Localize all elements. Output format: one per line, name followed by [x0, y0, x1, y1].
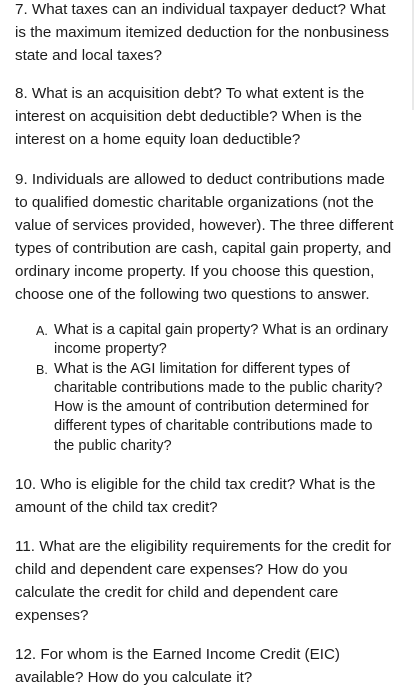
question-12: 12. For whom is the Earned Income Credit (EIC) available? How do you calculate it?	[15, 646, 340, 686]
question-8: 8. What is an acquisition debt? To what extent is the interest on acquisition debt deductible? When is the interest on a home equity loan deductible?	[15, 85, 365, 148]
question-9: 9. Individuals are allowed to deduct contributions made to qualified domestic charitable organizations (not the value of services provided, however). The three different types of contribution are cash, capital gain property, and ordinary income property. If you choose this question, choose one of the following two questions to answer.	[15, 171, 394, 303]
question-9-option-a	[0, 321, 414, 360]
option-text: What is a capital gain property? What is an ordinary income property?	[54, 322, 389, 358]
question-7: 7. What taxes can an individual taxpayer deduct? What is the maximum itemized deduction for the nonbusiness state and local taxes?	[15, 1, 389, 64]
question-9-option-b	[0, 360, 414, 456]
question-11: 11. What are the eligibility requirements for the credit for child and dependent care expenses? How do you calculate the credit for child and dependent care expenses?	[15, 538, 392, 624]
option-marker: A.	[36, 324, 48, 338]
option-marker: B.	[36, 362, 48, 377]
question-10: 10. Who is eligible for the child tax credit? What is the amount of the child tax credit?	[15, 476, 376, 516]
question-9-options	[0, 321, 414, 456]
option-text: What is the AGI limitation for different types of charitable contributions made to the public charity? How is the amount of contribution determined for different types of charitable contributions made to the public charity?	[54, 360, 383, 454]
